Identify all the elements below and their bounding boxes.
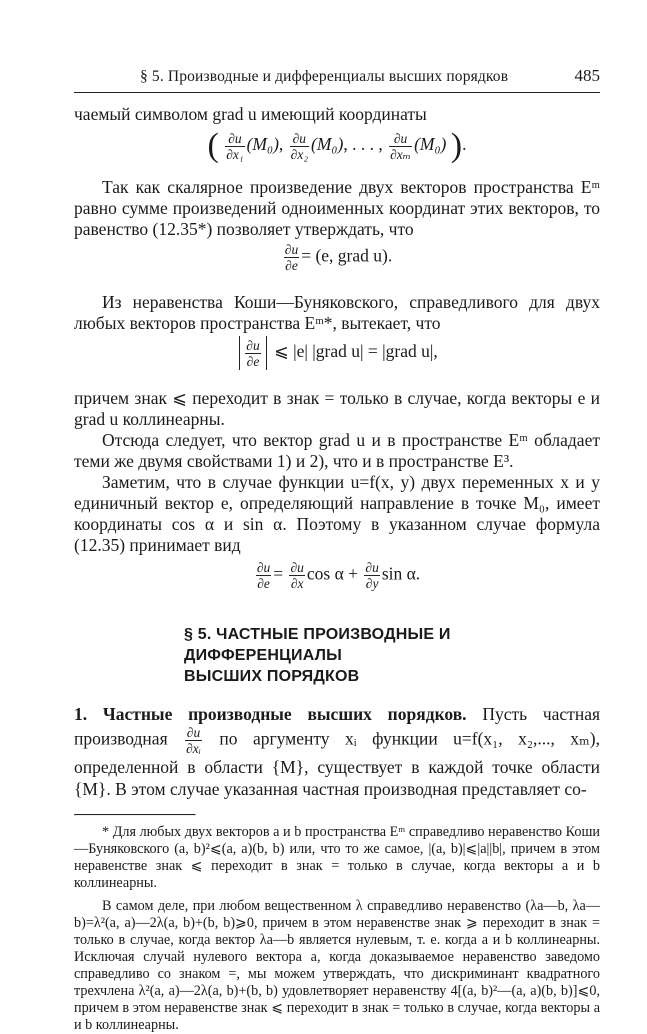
fraction-du-dx2: $\frac{\partial u}{\text{∂x₂}}$ — [290, 130, 309, 162]
running-title: § 5. Производные и дифференциалы высших порядков — [140, 68, 509, 85]
paragraph-gradient-definition: чаемый символом grad u имеющий координаты — [74, 104, 427, 124]
equation-gradient-coordinates: ( $\frac{\partial u}{\text{∂x₁}}$ (M₀), $\frac{\partial u}{\text{∂x₂}}$ (M₀), . . . , $\frac{\partial u}{\text{∂xₘ}}$ (M₀) ). — [207, 127, 467, 164]
fraction-du-de-2: $\frac{\partial u}{\partial e}$ — [256, 560, 271, 591]
abs-bar-right — [266, 336, 267, 370]
fraction-du-de-abs: $\frac{\partial u}{\partial e}$ — [246, 337, 260, 369]
fraction-du-dxi: $\frac{\partial u}{\text{∂xᵢ}}$ — [186, 725, 201, 756]
fraction-du-dy: $\frac{\partial u}{\partial y}$ — [365, 560, 379, 591]
fraction-du-dx1: $\frac{\partial u}{\text{∂x₁}}$ — [226, 130, 244, 162]
paragraph-two-variables: Заметим, что в случае функции u=f(x, y) двух переменных x и y единичный вектор e, определяющий направление в точке M₀, имеет координаты cos α и sin α. Поэтому в указанном случае формула (12.35) принимает вид — [74, 472, 600, 555]
section-heading — [74, 624, 600, 687]
paragraph-sign-equality: причем знак ⩽ переходит в знак = только в случае, когда векторы e и grad u коллинеарны. — [74, 388, 600, 429]
paragraph-scalar-product: Так как скалярное произведение двух векторов пространства Eᵐ равно сумме произведений одноименных координат этих векторов, то равенство (12.35*) позволяет утверждать, что — [74, 177, 600, 239]
page-number: 485 — [574, 66, 600, 85]
fraction-du-dx: $\frac{\partial u}{\partial x}$ — [290, 560, 304, 591]
paragraph-partial-derivatives: 1. Частные производные высших порядков. Пусть частная производная $\frac{\partial u}{\text{∂xᵢ}}$ по аргументу xᵢ функции u=f(x₁, x₂,..., xₘ), определенной в области {M}, существует в каждой точке области {M}. В этом случае указанная частная производная представляет со- — [74, 704, 601, 799]
equation-directional-derivative: $\frac{\partial u}{\partial e}$ = (e, grad u). — [284, 242, 393, 273]
footnote-2: В самом деле, при любом вещественном λ справедливо неравенство (λa—b, λa—b)=λ²(a, a)—2λ(a, b)+(b, b)⩾0, причем в этом неравенстве знак ⩾ переходит в знак = только в случае, когда вектор λa—b является нулевым, т. е. когда a и b коллинеарны. Исключая случай нулевого вектора a, когда доказываемое неравенство заведомо справедливо со знаком =, мы можем утверждать, что дискриминант квадратного трехчлена λ²(a, a)—2λ(a, b)+(b, b) удовлетворяет неравенству 4[(a, b)²—(a, a)(b, b)]⩽0, причем в этом неравенстве знак ⩽ переходит в знак = только в случае, когда векторы a и b коллинеарны. — [74, 898, 600, 1033]
left-paren: ( — [207, 127, 219, 164]
running-header — [74, 66, 600, 88]
abs-bar-left — [239, 336, 240, 370]
equation-inequality: $\frac{\partial u}{\partial e}$ ⩽ |e| |grad u| = |grad u|, — [74, 336, 600, 380]
section-title-line1: § 5. ЧАСТНЫЕ ПРОИЗВОДНЫЕ И ДИФФЕРЕНЦИАЛЫ — [184, 626, 451, 664]
paragraph-gradient-properties: Отсюда следует, что вектор grad u и в пространстве Eᵐ обладает теми же двумя свойствами 1) и 2), что и в пространстве E³. — [74, 430, 600, 471]
fraction-du-de: $\frac{\partial u}{\partial e}$ — [284, 242, 299, 273]
footnotes — [74, 814, 600, 1034]
subsection-heading: 1. Частные производные высших порядков. — [74, 704, 467, 724]
paragraph-cauchy-schwarz: Из неравенства Коши—Буняковского, справедливого для двух любых векторов пространства Eᵐ*, вытекает, что — [74, 292, 600, 333]
right-paren: ) — [450, 127, 463, 164]
footnote-rule — [74, 814, 196, 816]
equation-two-variables: $\frac{\partial u}{\partial e}$ = $\frac{\partial u}{\partial x}$ cos α + $\frac{\partial u}{\partial y}$ sin α. — [256, 560, 421, 591]
footnote-1: * Для любых двух векторов a и b пространства Eᵐ справедливо неравенство Коши—Буняковского (a, b)²⩽(a, a)(b, b) или, что то же самое, |(a, b)|⩽|a||b|, причем в этом неравенстве знак ⩽ переходит в знак = только в случае, когда векторы a и b коллинеарны. — [74, 824, 600, 891]
fraction-du-dxm: $\frac{\partial u}{\text{∂xₘ}}$ — [390, 130, 412, 162]
header-rule — [74, 92, 600, 93]
page-body — [74, 100, 600, 1034]
section-title-line2: ВЫСШИХ ПОРЯДКОВ — [184, 668, 360, 685]
